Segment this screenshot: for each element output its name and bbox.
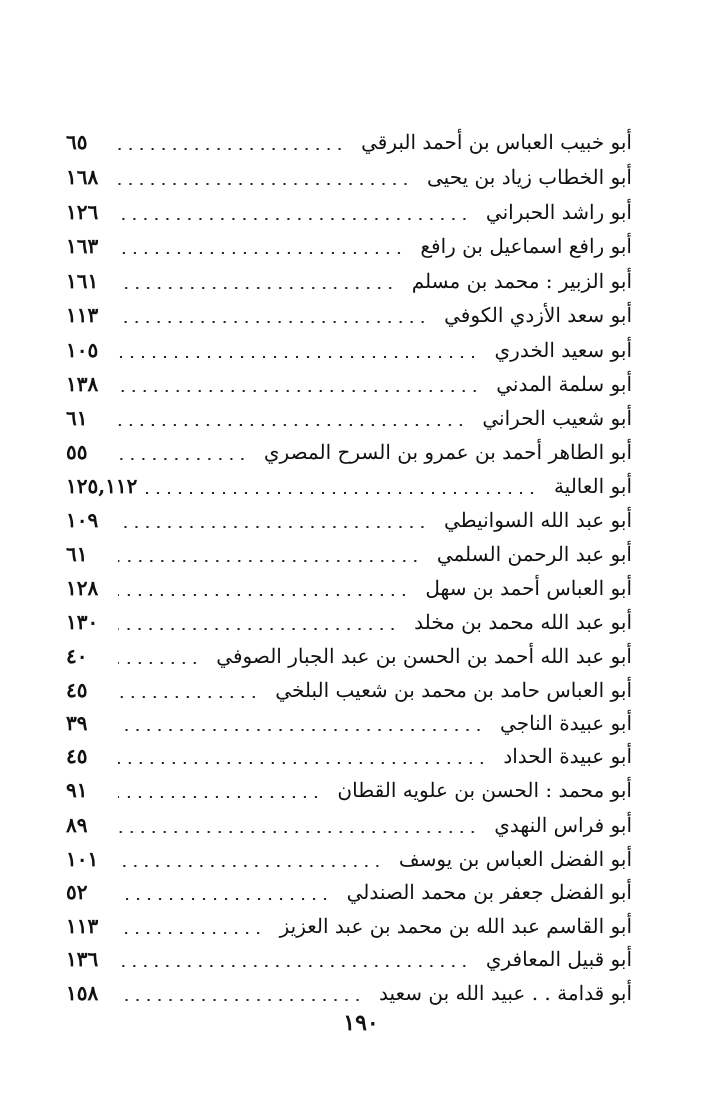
page-number: ١٩٠	[343, 1010, 379, 1036]
entry-page: ٣٩	[66, 711, 88, 735]
entry-name: أبو سعيد الخدري	[494, 338, 632, 362]
dot-leader	[118, 729, 484, 731]
entry-page: ١٣٦	[66, 947, 99, 971]
index-entry	[66, 161, 632, 193]
index-entry	[66, 809, 632, 841]
index-entry	[66, 740, 632, 772]
entry-name: أبو فراس النهدي	[494, 813, 632, 837]
entry-name: أبو عبد الله أحمد بن الحسن بن عبد الجبار الصوفي	[216, 644, 632, 668]
entry-name: أبو الفضل جعفر بن محمد الصندلي	[346, 880, 632, 904]
index-entry	[66, 774, 632, 806]
dot-leader	[118, 594, 409, 596]
dot-leader	[118, 218, 470, 220]
entry-name: أبو الزبير : محمد بن مسلم	[411, 269, 632, 293]
entry-page: ١١٣	[66, 914, 99, 938]
dot-leader	[118, 796, 321, 798]
index-entry	[66, 470, 632, 502]
entry-page: ٤٠	[66, 644, 88, 668]
index-entry	[66, 910, 632, 942]
entry-page: ١٣٨	[66, 372, 99, 396]
dot-leader	[118, 560, 421, 562]
entry-page: ١٠٩	[66, 508, 99, 532]
entry-name: أبو الطاهر أحمد بن عمرو بن السرح المصري	[263, 440, 632, 464]
entry-name: أبو خبيب العباس بن أحمد البرقي	[361, 130, 632, 154]
dot-leader	[118, 628, 398, 630]
entry-page: ١٢٦	[66, 200, 99, 224]
entry-page: ١٢٨	[66, 576, 99, 600]
dot-leader	[118, 526, 428, 528]
entry-name: أبو العالية	[553, 474, 632, 498]
entry-name: أبو راشد الحبراني	[485, 200, 632, 224]
entry-page: ١٦١	[66, 269, 99, 293]
entry-name: أبو قبيل المعافري	[485, 947, 632, 971]
dot-leader	[118, 183, 411, 185]
entry-page: ٦١	[66, 542, 88, 566]
index-entry	[66, 606, 632, 638]
index-entry	[66, 334, 632, 366]
entry-page: ١٥٨	[66, 981, 99, 1005]
entry-page: ١٣٠	[66, 610, 99, 634]
dot-leader	[118, 458, 248, 460]
index-entry	[66, 299, 632, 331]
entry-name: أبو عبد الله السوانيطي	[443, 508, 632, 532]
dot-leader	[118, 148, 345, 150]
entry-name: أبو سلمة المدني	[496, 372, 632, 396]
entry-page: ٩١	[66, 778, 88, 802]
entry-page: ٤٥	[66, 744, 88, 768]
entry-page: ٤٥	[66, 678, 88, 702]
entry-name: أبو رافع اسماعيل بن رافع	[420, 234, 632, 258]
dot-leader	[118, 999, 363, 1001]
entry-name: أبو سعد الأزدي الكوفي	[444, 303, 632, 327]
index-entry	[66, 707, 632, 739]
dot-leader	[118, 965, 470, 967]
dot-leader	[118, 762, 487, 764]
index-entry	[66, 674, 632, 706]
entry-page: ٦٥	[66, 130, 88, 154]
dot-leader	[118, 662, 200, 664]
entry-name: أبو عبيدة الحداد	[503, 744, 632, 768]
index-entry	[66, 943, 632, 975]
entry-page: ١٠١	[66, 847, 99, 871]
dot-leader	[118, 252, 404, 254]
entry-page: ١٦٨	[66, 165, 99, 189]
index-entry	[66, 126, 632, 158]
entry-name: أبو محمد : الحسن بن علويه القطان	[337, 778, 632, 802]
entry-name: أبو عبد الله محمد بن مخلد	[414, 610, 632, 634]
index-entry	[66, 977, 632, 1009]
entry-name: أبو شعيب الحراني	[482, 406, 632, 430]
entry-name: أبو عبيدة الناجي	[500, 711, 632, 735]
dot-leader	[118, 356, 479, 358]
index-entry	[66, 265, 632, 297]
dot-leader	[118, 287, 396, 289]
index-entry	[66, 876, 632, 908]
entry-name: أبو الفضل العباس بن يوسف	[398, 847, 632, 871]
dot-leader	[118, 831, 478, 833]
dot-leader	[118, 932, 264, 934]
index-entry	[66, 843, 632, 875]
entry-page: ٥٥	[66, 440, 88, 464]
entry-name: أبو القاسم عبد الله بن محمد بن عبد العزيز	[279, 914, 632, 938]
dot-leader	[118, 865, 383, 867]
dot-leader	[118, 424, 466, 426]
index-entry	[66, 572, 632, 604]
entry-page: ١٦٣	[66, 234, 99, 258]
entry-page: ١١٣	[66, 303, 99, 327]
entry-page: ٨٩	[66, 813, 88, 837]
dot-leader	[143, 492, 538, 494]
entry-page: ١٢٥,١١٢	[66, 474, 138, 498]
dot-leader	[118, 898, 331, 900]
index-entry	[66, 402, 632, 434]
entry-page: ٥٢	[66, 880, 88, 904]
index-entry	[66, 230, 632, 262]
index-entry	[66, 504, 632, 536]
index-entry	[66, 436, 632, 468]
entry-name: أبو الخطاب زياد بن يحيى	[427, 165, 632, 189]
dot-leader	[118, 696, 259, 698]
entry-name: أبو قدامة . . عبيد الله بن سعيد	[379, 981, 632, 1005]
index-entry	[66, 538, 632, 570]
entry-name: أبو العباس حامد بن محمد بن شعيب البلخي	[275, 678, 632, 702]
entry-page: ٦١	[66, 406, 88, 430]
index-entry	[66, 640, 632, 672]
dot-leader	[118, 390, 480, 392]
index-entry	[66, 368, 632, 400]
index-entry	[66, 196, 632, 228]
entry-page: ١٠٥	[66, 338, 99, 362]
entry-name: أبو العباس أحمد بن سهل	[425, 576, 632, 600]
dot-leader	[118, 321, 428, 323]
entry-name: أبو عبد الرحمن السلمي	[436, 542, 632, 566]
